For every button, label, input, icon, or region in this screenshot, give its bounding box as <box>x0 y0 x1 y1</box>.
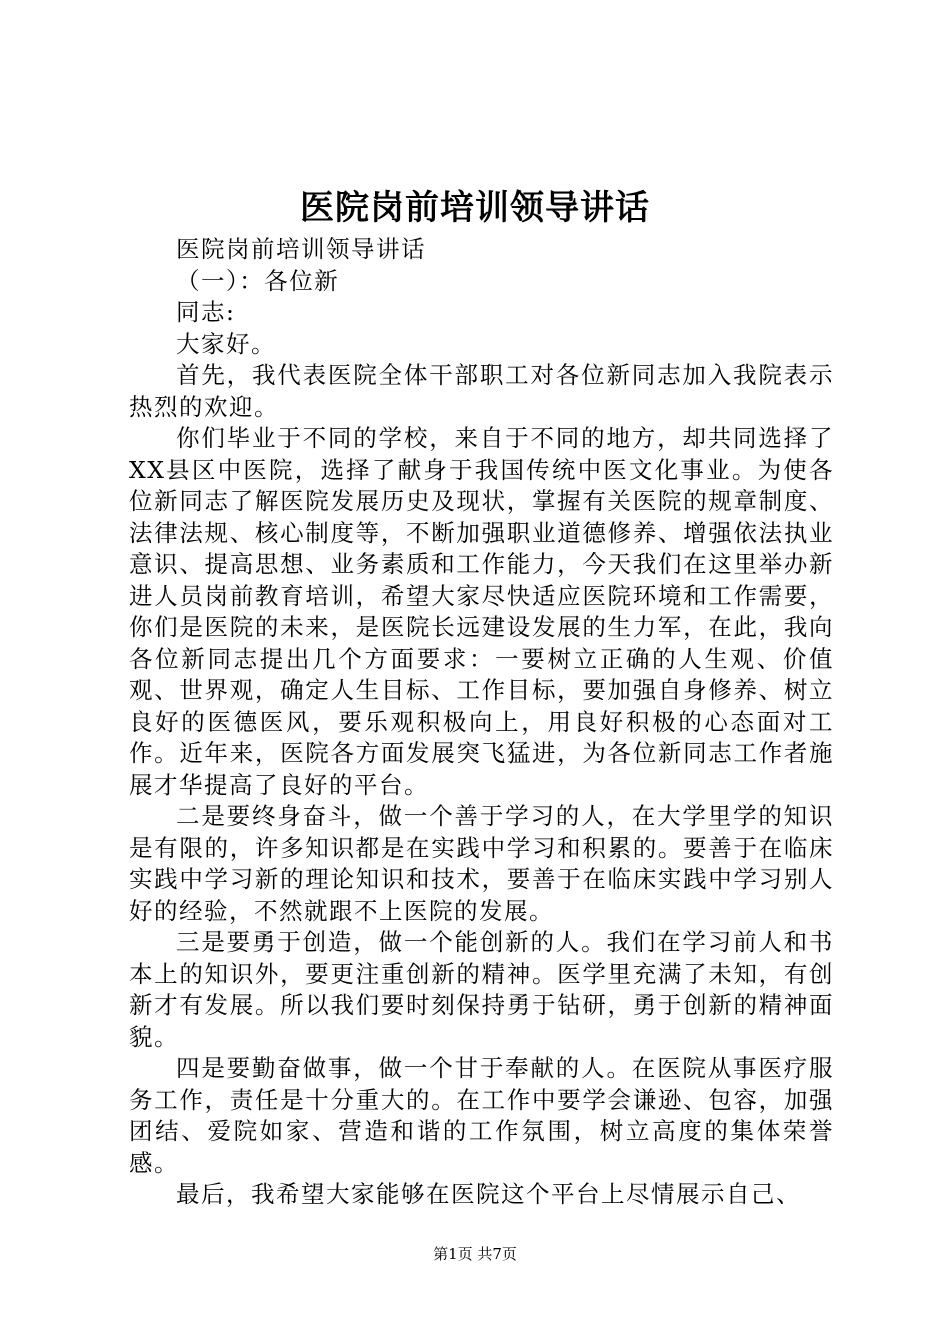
paragraph: （一）：各位新 <box>176 266 340 295</box>
paragraph: 首先，我代表医院全体干部职工对各位新同志加入我院表示热烈的欢迎。 <box>129 361 834 421</box>
page-footer: 第1页 共7页 <box>433 1245 517 1263</box>
document-title: 医院岗前培训领导讲话 <box>300 188 650 228</box>
paragraph: 最后，我希望大家能够在医院这个平台上尽情展示自己、 <box>176 1180 801 1208</box>
paragraph: 同志: <box>176 298 236 326</box>
paragraph: 四是要勤奋做事，做一个甘于奉献的人。在医院从事医疗服务工作，责任是十分重大的。在工作中要学会谦逊、包容，加强团结、爱院如家、营造和谐的工作氛围，树立高度的集体荣誉感。 <box>129 1054 834 1177</box>
document-body <box>129 234 834 1211</box>
paragraph: 医院岗前培训领导讲话 <box>176 235 426 263</box>
paragraph: 三是要勇于创造，做一个能创新的人。我们在学习前人和书本上的知识外，要更注重创新的精神。医学里充满了未知，有创新才有发展。所以我们要时刻保持勇于钻研，勇于创新的精神面貌。 <box>129 928 834 1051</box>
paragraph: 你们毕业于不同的学校，来自于不同的地方，却共同选择了XX县区中医院，选择了献身于我国传统中医文化事业。为使各位新同志了解医院发展历史及现状，掌握有关医院的规章制度、法律法规、核心制度等，不断加强职业道德修养、增强依法执业意识、提高思想、业务素质和工作能力，今天我们在这里举办新进人员岗前教育培训，希望大家尽快适应医院环境和工作需要，你们是医院的未来，是医院长远建设发展的生力军，在此，我向各位新同志提出几个方面要求：一要树立正确的人生观、价值观、世界观，确定人生目标、工作目标，要加强自身修养、树立良好的医德医风，要乐观积极向上，用良好积极的心态面对工作。近年来，医院各方面发展突飞猛进，为各位新同志工作者施展才华提高了良好的平台。 <box>129 424 834 799</box>
paragraph: 大家好。 <box>176 329 276 358</box>
paragraph: 二是要终身奋斗，做一个善于学习的人，在大学里学的知识是有限的，许多知识都是在实践中学习和积累的。要善于在临床实践中学习新的理论知识和技术，要善于在临床实践中学习别人好的经验，不然就跟不上医院的发展。 <box>129 802 834 925</box>
